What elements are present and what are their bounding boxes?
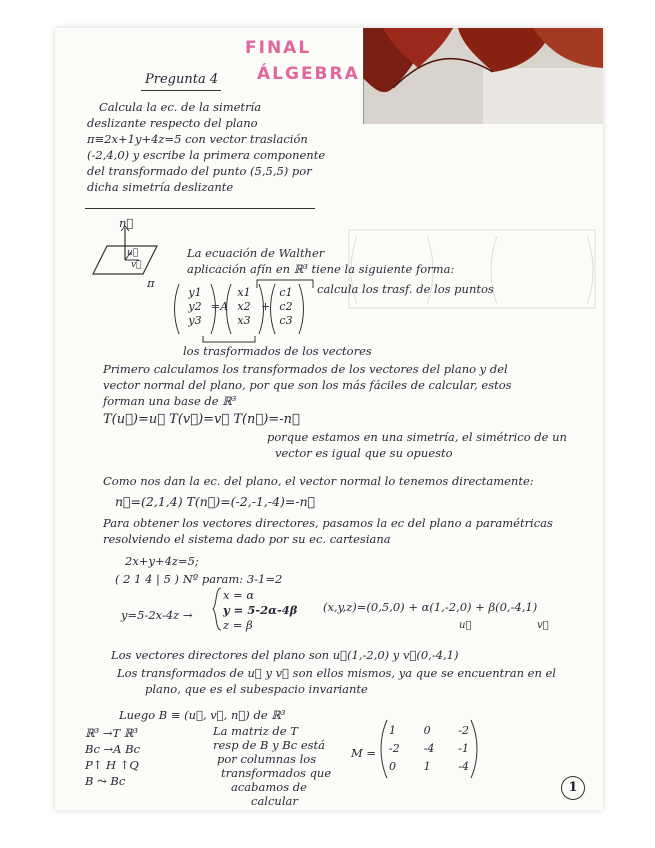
sys-param-z: z = β <box>223 618 253 632</box>
sys-u-label: u⃗ <box>459 620 472 631</box>
eq-top-brace <box>255 276 315 290</box>
diagram-row-4: B ⤳ Bc <box>85 774 126 788</box>
title-final: FINAL <box>245 38 312 58</box>
statement-line-1: Calcula la ec. de la simetría <box>99 100 262 114</box>
basis-line: Luego B ≡ (u⃗, v⃗, n⃗) de ℝ³ <box>119 708 286 722</box>
autumn-leaf-photo <box>363 28 603 124</box>
body4-line-3: plano, que es el subespacio invariante <box>145 682 368 696</box>
statement-line-3: π≡2x+1y+4z=5 con vector traslación <box>87 132 308 146</box>
walther-line-1: La ecuación de Walther <box>187 246 325 260</box>
eq-lhs: y1 y2 y3 <box>188 286 202 327</box>
body2-line: Como nos dan la ec. del plano, el vector normal lo tenemos directamente: <box>103 474 534 488</box>
question-underline <box>141 90 221 91</box>
because-line-2: vector es igual que su opuesto <box>275 446 453 460</box>
body1-line-3: forman una base de ℝ³ <box>103 394 237 408</box>
diagram-row-3: P↑ H ↑Q <box>85 758 139 772</box>
page-number: 1 <box>561 776 585 800</box>
statement-line-4: (-2,4,0) y escribe la primera componente <box>87 148 326 162</box>
statement-line-6: dicha simetría deslizante <box>87 180 234 194</box>
diagram-row-1: ℝ³ →T ℝ³ <box>85 726 138 740</box>
sys-y: y=5-2x-4z → <box>121 608 193 622</box>
matrix-note-6: calcular <box>251 794 298 808</box>
statement-divider <box>85 208 315 209</box>
eq-note-right: calcula los trasf. de los puntos <box>317 282 494 296</box>
eq-rhs: c1 c2 c3 <box>279 286 293 327</box>
sys-v-label: v⃗ <box>537 620 549 631</box>
sys-param-x: x = α <box>223 588 255 602</box>
matrix-grid: 1 0 -2 -2 -4 -1 0 1 -4 <box>389 724 469 773</box>
body3-line-1: Para obtener los vectores directores, pasamos la ec del plano a paramétricas <box>103 516 553 530</box>
transform-line: T(u⃗)=u⃗ T(v⃗)=v⃗ T(n⃗)=-n⃗ <box>103 412 300 427</box>
figure-v-label: v⃗ <box>131 260 142 270</box>
eq-mid: x1 x2 x3 <box>237 286 251 327</box>
sys-eq: 2x+y+4z=5; <box>125 554 199 568</box>
matrix-name: M = <box>351 746 377 760</box>
body1-line-1: Primero calculamos los transformados de los vectores del plano y del <box>103 362 508 376</box>
matrix-note-5: acabamos de <box>231 780 307 794</box>
walther-line-2: aplicación afín en ℝ³ tiene la siguiente forma: <box>187 262 455 276</box>
matrix-note-2: resp de B y Bc está <box>213 738 326 752</box>
figure-plane-label: π <box>147 276 155 290</box>
notebook-page <box>55 28 603 810</box>
eq-plus: + <box>261 300 271 313</box>
eq-note-below: los trasformados de los vectores <box>183 344 372 358</box>
eq-op: =A <box>211 300 229 313</box>
body1-line-2: vector normal del plano, por que son los más fáciles de calcular, estos <box>103 378 512 392</box>
sys-vector-form: (x,y,z)=(0,5,0) + α(1,-2,0) + β(0,-4,1) <box>323 600 538 614</box>
normal-line: n⃗=(2,1,4) T(n⃗)=(-2,-1,-4)=-n⃗ <box>115 494 316 509</box>
title-algebra: ÁLGEBRA <box>257 64 360 84</box>
because-line-1: porque estamos en una simetría, el simétrico de un <box>267 430 567 444</box>
matrix-note-4: transformados que <box>221 766 332 780</box>
body4-line-2: Los transformados de u⃗ y v⃗ son ellos mismos, ya que se encuentran en el <box>117 666 556 680</box>
statement-line-2: deslizante respecto del plano <box>87 116 258 130</box>
matrix-note-3: por columnas los <box>217 752 317 766</box>
diagram-row-2: Bc →A Bc <box>85 742 141 756</box>
sys-param-y: y = 5-2α-4β <box>223 603 298 617</box>
sys-brace <box>211 586 223 632</box>
statement-line-5: del transformado del punto (5,5,5) por <box>87 164 312 178</box>
question-label: Pregunta 4 <box>145 72 219 87</box>
sys-aug: ( 2 1 4 | 5 ) Nº param: 3-1=2 <box>115 572 283 586</box>
matrix-note-1: La matriz de T <box>213 724 298 738</box>
body4-line-1: Los vectores directores del plano son u⃗(1,-2,0) y v⃗(0,-4,1) <box>111 648 459 662</box>
figure-u-label: u⃗ <box>127 248 139 258</box>
body3-line-2: resolviendo el sistema dado por su ec. cartesiana <box>103 532 391 546</box>
figure-n-label: n⃗ <box>119 216 134 230</box>
